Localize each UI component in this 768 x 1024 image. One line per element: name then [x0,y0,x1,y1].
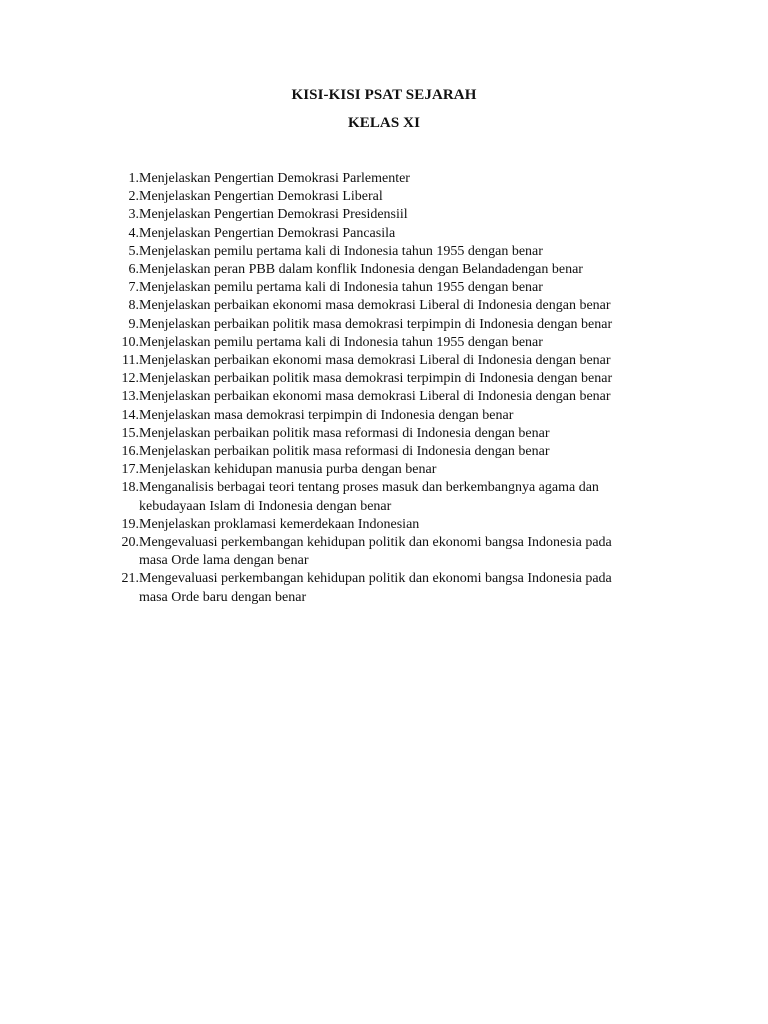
list-item-number-text: 11. [122,353,139,369]
list-item-number-text: 2. [128,189,139,205]
list-item-number-text: 9. [128,316,139,332]
list-item-text [139,461,707,479]
list-item-line: Menjelaskan Pengertian Demokrasi Presidensiil [139,207,408,223]
list-item-text [139,388,707,406]
objectives-list [107,170,707,607]
list-item-text [139,352,707,370]
list-item-text [139,407,707,425]
list-item-line: Menjelaskan peran PBB dalam konflik Indonesia dengan Belandadengan benar [139,262,583,278]
list-item-line: Menjelaskan Pengertian Demokrasi Pancasila [139,225,396,241]
list-item-number-text: 6. [128,262,139,278]
list-item-text [139,570,707,606]
list-item-number [107,516,139,534]
list-item-number-text: 8. [128,298,139,314]
list-item-text [139,261,707,279]
list-item-line: Menjelaskan Pengertian Demokrasi Liberal [139,189,383,205]
list-item [107,316,707,334]
list-item-number [107,461,139,479]
list-item [107,479,707,515]
list-item-text [139,243,707,261]
list-item-number [107,370,139,388]
list-item-number-text: 3. [128,207,139,223]
list-item-number-text: 14. [121,407,139,423]
list-item-number-text: 4. [128,225,139,241]
list-item-line: masa Orde lama dengan benar [139,553,309,569]
list-item-text [139,516,707,534]
list-item-text [139,225,707,243]
list-item-number [107,479,139,497]
list-item-number [107,225,139,243]
list-item [107,443,707,461]
list-item-text [139,425,707,443]
list-item-number-text: 19. [121,516,139,532]
list-item-number [107,334,139,352]
list-item-number [107,243,139,261]
list-item-text [139,334,707,352]
list-item-line: masa Orde baru dengan benar [139,589,307,605]
list-item-line: Mengevaluasi perkembangan kehidupan politik dan ekonomi bangsa Indonesia pada [139,535,612,551]
list-item-line: Menjelaskan kehidupan manusia purba dengan benar [139,462,437,478]
list-item-text [139,316,707,334]
list-item-text [139,206,707,224]
list-item [107,188,707,206]
list-item-line: Menjelaskan proklamasi kemerdekaan Indonesian [139,516,420,532]
list-item-number [107,170,139,188]
list-item-number [107,297,139,315]
list-item [107,370,707,388]
list-item [107,261,707,279]
list-item-text [139,188,707,206]
list-item-number-text: 10. [121,334,139,350]
list-item-number [107,279,139,297]
list-item-line: Menjelaskan Pengertian Demokrasi Parlementer [139,171,410,186]
list-item-line: Menjelaskan perbaikan ekonomi masa demokrasi Liberal di Indonesia dengan benar [139,353,611,369]
list-item-text [139,443,707,461]
list-item [107,243,707,261]
list-item-number-text: 21. [121,571,139,587]
list-item-number-text: 1. [128,171,139,186]
list-item [107,388,707,406]
list-item-text [139,370,707,388]
list-item-line: Mengevaluasi perkembangan kehidupan politik dan ekonomi bangsa Indonesia pada [139,571,612,587]
list-item-text [139,479,707,515]
list-item-number-text: 17. [121,462,139,478]
list-item-line: Menjelaskan perbaikan politik masa reformasi di Indonesia dengan benar [139,425,550,441]
list-item [107,570,707,606]
list-item-number [107,316,139,334]
list-item-line: Menjelaskan perbaikan politik masa demokrasi terpimpin di Indonesia dengan benar [139,371,613,387]
list-item-number-text: 5. [128,243,139,259]
list-item-number-text: 7. [128,280,139,296]
list-item-number [107,188,139,206]
list-item [107,407,707,425]
list-item-number [107,407,139,425]
list-item-line: Menjelaskan perbaikan ekonomi masa demokrasi Liberal di Indonesia dengan benar [139,389,611,405]
list-item-line: Menjelaskan pemilu pertama kali di Indonesia tahun 1955 dengan benar [139,243,543,259]
list-item [107,206,707,224]
list-item-number [107,570,139,588]
list-item [107,425,707,443]
list-item-line: kebudayaan Islam di Indonesia dengan benar [139,498,392,514]
list-item [107,297,707,315]
document-subtitle: KELAS XI [347,115,421,131]
list-item-line: Menjelaskan masa demokrasi terpimpin di Indonesia dengan benar [139,407,514,423]
list-item-line: Menjelaskan perbaikan politik masa reformasi di Indonesia dengan benar [139,444,550,460]
list-item-number [107,534,139,552]
list-item-line: Menjelaskan pemilu pertama kali di Indonesia tahun 1955 dengan benar [139,280,543,296]
list-item [107,170,707,188]
list-item-line: Menganalisis berbagai teori tentang proses masuk dan berkembangnya agama dan [139,480,599,496]
list-item-number [107,352,139,370]
list-item [107,516,707,534]
list-item-number-text: 12. [121,371,139,387]
list-item-number-text: 18. [121,480,139,496]
list-item [107,534,707,570]
list-item-line: Menjelaskan pemilu pertama kali di Indonesia tahun 1955 dengan benar [139,334,543,350]
list-item [107,352,707,370]
list-item-line: Menjelaskan perbaikan ekonomi masa demokrasi Liberal di Indonesia dengan benar [139,298,611,314]
list-item-number-text: 15. [121,425,139,441]
list-item-text [139,534,707,570]
list-item-number [107,443,139,461]
list-item-number-text: 13. [121,389,139,405]
list-item-text [139,170,707,188]
list-item-number [107,261,139,279]
list-item-number [107,425,139,443]
list-item [107,225,707,243]
list-item-number-text: 16. [121,444,139,460]
list-item-text [139,279,707,297]
list-item-number-text: 20. [121,535,139,551]
list-item [107,461,707,479]
list-item-number [107,388,139,406]
document-title: KISI-KISI PSAT SEJARAH [291,87,477,103]
list-item-line: Menjelaskan perbaikan politik masa demokrasi terpimpin di Indonesia dengan benar [139,316,613,332]
list-item [107,279,707,297]
list-item-number [107,206,139,224]
list-item [107,334,707,352]
list-item-text [139,297,707,315]
